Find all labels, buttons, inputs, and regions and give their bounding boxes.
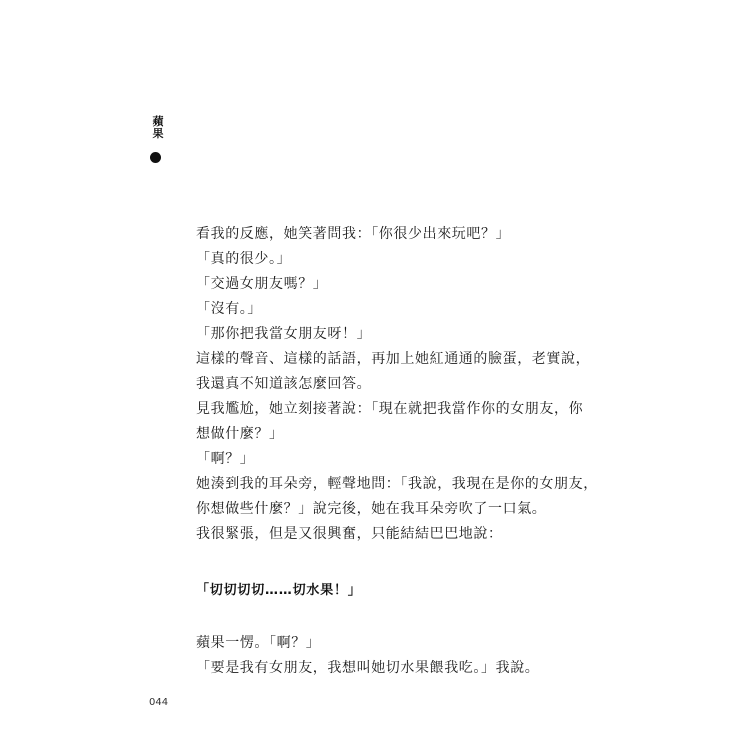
text-line: 想做什麼？」 [196,426,284,442]
text-line: 「沒有。」 [196,301,262,317]
text-line: 見我尷尬，她立刻接著說：「現在就把我當作你的女朋友，你 [196,401,584,417]
text-line: 「那你把我當女朋友呀！」 [196,326,372,342]
text-line: 你想做些什麼？」說完後，她在我耳朵旁吹了一口氣。 [196,501,547,517]
running-title-char: 果 [152,127,164,140]
text-line: 「啊？」 [196,451,255,467]
paragraph-gap [196,601,566,633]
body-text [196,224,598,683]
paragraph-gap [196,549,566,581]
running-title-char: 蘋 [152,115,164,128]
text-line: 我還真不知道該怎麼回答。 [196,376,372,392]
running-title [149,116,167,140]
text-line: 我很緊張，但是又很興奮，只能結結巴巴地說： [196,526,503,542]
text-line: 她湊到我的耳朵旁，輕聲地問：「我說，我現在是你的女朋友， [196,476,598,492]
text-line: 這樣的聲音、這樣的話語，再加上她紅通通的臉蛋，老實說， [196,351,591,367]
emphasis-line: 「切切切切……切水果！」 [196,583,362,598]
text-line: 「交過女朋友嗎？」 [196,276,328,292]
text-line: 「要是我有女朋友，我想叫她切水果餵我吃。」我說。 [196,660,540,676]
text-line: 蘋果一愣。「啊？」 [196,635,321,651]
page-number: 044 [149,697,169,708]
text-line: 看我的反應，她笑著問我：「你很少出來玩吧？」 [196,226,511,242]
bullet-dot-icon [150,152,161,163]
text-line: 「真的很少。」 [196,251,292,267]
